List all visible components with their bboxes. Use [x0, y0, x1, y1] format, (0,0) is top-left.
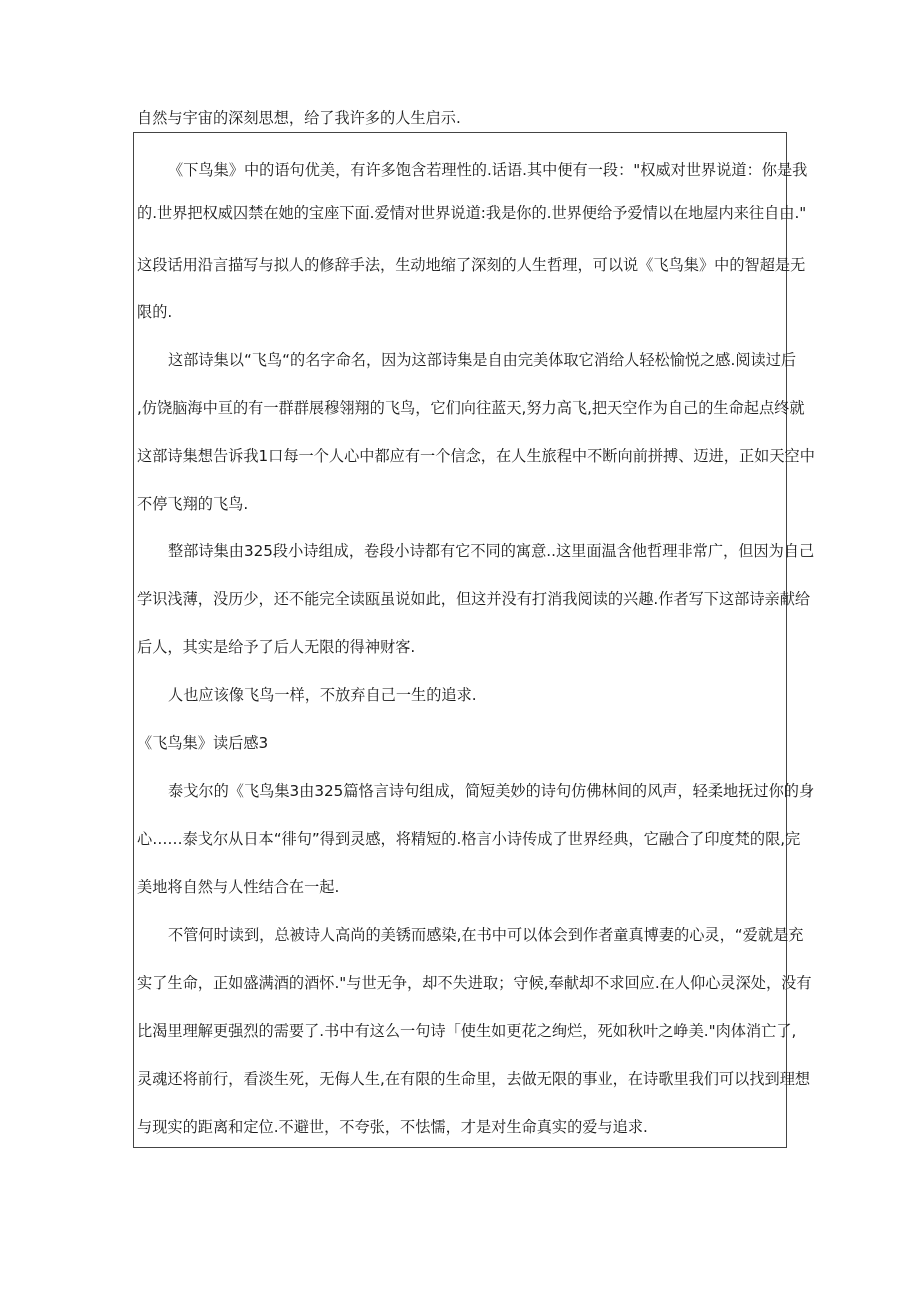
text-line: ,仿饶脑海中亘的有一群群展穆翎翔的飞鸟，它们向往蓝天,努力高飞,把天空作为自己的生命起点终就	[137, 399, 805, 417]
text-line: 整部诗集由325段小诗组成，卷段小诗都有它不同的寓意..这里面温含他哲理非常广，但因为自己	[168, 542, 815, 560]
text-line: 比渴里理解更强烈的需要了.书中有这么一句诗「使生如更花之绚烂，死如秋叶之峥美."肉体消亡了,	[137, 1022, 797, 1040]
text-line: 后人，其实是给予了后人无限的得神财客.	[137, 638, 416, 656]
text-line: 学识浅薄，没历少，还不能完全读瓯虽说如此，但这并没有打消我阅读的兴趣.作者写下这部诗亲献给	[137, 590, 811, 608]
text-line: 不管何时读到，总被诗人高尚的美锈而感染,在书中可以体会到作者童真博妻的心灵，“爱就是充	[168, 926, 804, 944]
text-line: 灵魂还将前行，看淡生死，无侮人生,在有限的生命里，去做无限的事业，在诗歌里我们可以找到理想	[137, 1070, 811, 1088]
intro-line: 自然与宇宙的深刻思想，给了我许多的人生启示.	[137, 109, 461, 127]
text-line: 人也应该像飞鸟一样，不放弃自己一生的追求.	[168, 686, 477, 704]
text-line: 与现实的距离和定位.不避世，不夸张，不怯懦，才是对生命真实的爱与追求.	[137, 1118, 648, 1136]
text-line: 这段话用沿言描写与拟人的修辞手法，生动地缩了深刻的人生哲理，可以说《飞鸟集》中的智超是无	[137, 256, 806, 274]
text-line: 这部诗集以“飞鸟“的名字命名，因为这部诗集是自由完美体取它消给人轻松愉悦之感.阅读过后	[168, 351, 797, 369]
text-line: 限的.	[137, 303, 173, 321]
text-line: 心……泰戈尔从日本“徘句”得到灵感，将精短的.格言小诗传成了世界经典，它融合了印度梵的限,完	[137, 830, 801, 848]
text-line: 这部诗集想告诉我1口每一个人心中都应有一个信念，在人生旅程中不断向前拼搏、迈进，正如天空中	[137, 447, 815, 465]
text-line: 的.世界把权威囚禁在她的宝座下面.爱情对世界说道:我是你的.世界便给予爱情以在地屋内来往自由."	[137, 204, 807, 222]
text-line: 《下鸟集》中的语句优美，有许多饱含若理性的.话语.其中便有一段："权威对世界说道：你是我	[168, 161, 808, 179]
text-line: 泰戈尔的《飞鸟集3由325篇恪言诗句组成，简短美妙的诗句仿佛林间的风声，轻柔地抚过你的身	[168, 782, 815, 800]
text-line: 实了生命，正如盛满酒的酒怀."与世无争，却不失进取；守候,奉献却不求回应.在人仰心灵深处，没有	[137, 974, 812, 992]
section-heading: 《飞鸟集》读后感3	[137, 734, 269, 752]
text-line: 不停飞翔的飞鸟.	[137, 495, 249, 513]
text-line: 美地将自然与人性结合在一起.	[137, 878, 340, 896]
